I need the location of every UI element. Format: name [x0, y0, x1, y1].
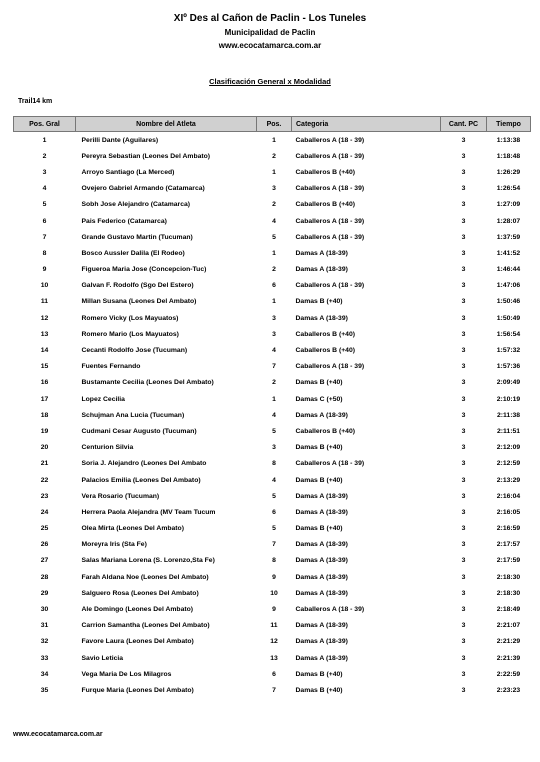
cell-time: 2:17:59: [496, 557, 521, 565]
table-row: [14, 618, 531, 634]
cell-time: 1:37:59: [496, 233, 521, 241]
cell-pos-gral: 18: [40, 411, 49, 419]
cell-category: Damas A (18-39): [295, 589, 348, 597]
cell-pos: 6: [272, 508, 276, 516]
cell-category: Damas A (18-39): [295, 266, 348, 274]
cell-athlete-name: Furque Maria (Leones Del Ambato): [81, 686, 194, 694]
cell-athlete-name: Schujman Ana Lucia (Tucuman): [81, 411, 185, 419]
cell-time: 1:50:46: [496, 298, 521, 306]
cell-pos: 5: [272, 525, 276, 533]
table-row: [14, 407, 531, 423]
cell-pc: 3: [461, 347, 466, 355]
cell-pos: 5: [272, 233, 276, 241]
cell-category: Caballeros B (+40): [295, 201, 355, 209]
cell-pc: 3: [461, 573, 466, 581]
cell-category: Damas B (+40): [295, 686, 343, 694]
cell-time: 1:56:54: [496, 330, 521, 338]
table-row: [14, 181, 531, 197]
cell-pos: 8: [272, 460, 276, 468]
cell-athlete-name: Olea Mirta (Leones Del Ambato): [81, 525, 184, 533]
table-row: [14, 326, 531, 342]
table-row: [14, 375, 531, 391]
event-title: XIº Des al Cañon de Paclin - Los Tuneles: [173, 13, 367, 24]
cell-pos-gral: 25: [40, 525, 49, 533]
cell-pc: 3: [461, 444, 466, 452]
cell-athlete-name: Soria J. Alejandro (Leones Del Ambato: [81, 460, 207, 468]
cell-pos-gral: 13: [40, 330, 49, 338]
organizer: Municipalidad de Paclin: [224, 28, 316, 37]
cell-pos-gral: 4: [42, 185, 47, 193]
cell-pos-gral: 22: [40, 476, 49, 484]
table-row: [14, 488, 531, 504]
table-row: [14, 213, 531, 229]
cell-pc: 3: [461, 249, 466, 257]
cell-category: Damas B (+40): [295, 476, 343, 484]
table-row: [14, 601, 531, 617]
cell-athlete-name: Vera Rosario (Tucuman): [81, 492, 160, 500]
cell-athlete-name: Palacios Emilia (Leones Del Ambato): [81, 476, 201, 484]
table-header-row: [14, 117, 531, 132]
cell-athlete-name: Salguero Rosa (Leones Del Ambato): [81, 589, 199, 597]
cell-pos: 3: [272, 314, 276, 322]
cell-category: Damas A (18-39): [295, 492, 348, 500]
cell-pc: 3: [461, 330, 466, 338]
cell-pc: 3: [461, 622, 466, 630]
cell-pos: 1: [272, 168, 276, 176]
table-row: [14, 650, 531, 666]
cell-pc: 3: [461, 233, 466, 241]
col-header-pos-gral: Pos. Gral: [14, 117, 76, 132]
cell-category: Damas B (+40): [295, 444, 343, 452]
cell-pos: 1: [272, 249, 276, 257]
table-row: [14, 310, 531, 326]
cell-athlete-name: Sobh Jose Alejandro (Catamarca): [81, 201, 191, 209]
cell-category: Damas A (18-39): [295, 573, 348, 581]
cell-pc: 3: [461, 508, 466, 516]
cell-pos-gral: 27: [40, 557, 49, 565]
cell-pos-gral: 32: [40, 638, 49, 646]
cell-athlete-name: Bustamante Cecilia (Leones Del Ambato): [81, 379, 214, 387]
cell-pos-gral: 33: [40, 654, 49, 662]
cell-time: 2:21:39: [496, 654, 521, 662]
cell-category: Caballeros B (+40): [295, 427, 355, 435]
cell-pc: 3: [461, 395, 466, 403]
cell-time: 1:46:44: [496, 266, 521, 274]
table-row: [14, 537, 531, 553]
cell-category: Caballeros A (18 - 39): [295, 606, 365, 614]
cell-pc: 3: [461, 201, 466, 209]
cell-athlete-name: Millan Susana (Leones Del Ambato): [81, 298, 197, 306]
cell-pc: 3: [461, 314, 466, 322]
cell-pc: 3: [461, 589, 466, 597]
cell-pc: 3: [461, 298, 466, 306]
cell-pos: 8: [272, 557, 276, 565]
cell-category: Damas B (+40): [295, 298, 343, 306]
cell-athlete-name: Favore Laura (Leones Del Ambato): [81, 638, 194, 646]
cell-time: 2:18:30: [496, 573, 521, 581]
cell-category: Caballeros A (18 - 39): [295, 136, 365, 144]
cell-category: Caballeros A (18 - 39): [295, 460, 365, 468]
cell-pc: 3: [461, 606, 466, 614]
cell-athlete-name: Pais Federico (Catamarca): [81, 217, 167, 225]
cell-category: Damas A (18-39): [295, 249, 348, 257]
cell-athlete-name: Arroyo Santiago (La Merced): [81, 168, 175, 176]
table-row: [14, 132, 531, 149]
cell-time: 1:41:52: [496, 249, 521, 257]
cell-category: Damas A (18-39): [295, 411, 348, 419]
table-row: [14, 666, 531, 682]
cell-pc: 3: [461, 266, 466, 274]
cell-pc: 3: [461, 460, 466, 468]
cell-pos-gral: 12: [40, 314, 49, 322]
cell-time: 1:57:32: [496, 347, 521, 355]
cell-pos: 3: [272, 330, 276, 338]
page-header: [0, 12, 540, 52]
cell-pos: 12: [270, 638, 278, 646]
table-row: [14, 342, 531, 358]
cell-athlete-name: Grande Gustavo Martin (Tucuman): [81, 233, 193, 241]
cell-athlete-name: Lopez Cecilia: [81, 395, 125, 403]
cell-category: Damas C (+50): [295, 395, 343, 403]
cell-athlete-name: Cudmani Cesar Augusto (Tucuman): [81, 427, 197, 435]
table-row: [14, 472, 531, 488]
cell-pos-gral: 28: [40, 573, 49, 581]
cell-athlete-name: Galvan F. Rodolfo (Sgo Del Estero): [81, 282, 194, 290]
cell-time: 2:18:30: [496, 589, 521, 597]
cell-pos: 6: [272, 282, 276, 290]
cell-time: 2:22:59: [496, 670, 521, 678]
table-row: [14, 197, 531, 213]
col-header-time: Tiempo: [487, 117, 531, 132]
cell-category: Caballeros A (18 - 39): [295, 233, 365, 241]
cell-athlete-name: Savio Leticia: [81, 654, 124, 662]
cell-category: Caballeros A (18 - 39): [295, 152, 365, 160]
cell-pos-gral: 35: [40, 686, 49, 694]
col-header-pc: Cant. PC: [441, 117, 487, 132]
cell-athlete-name: Centurion Silvia: [81, 444, 134, 452]
cell-time: 1:13:38: [496, 136, 521, 144]
cell-pc: 3: [461, 379, 466, 387]
cell-pc: 3: [461, 427, 466, 435]
cell-time: 1:28:07: [496, 217, 521, 225]
cell-pos-gral: 23: [40, 492, 49, 500]
cell-athlete-name: Herrera Paola Alejandra (MV Team Tucum: [81, 508, 216, 516]
cell-time: 2:09:49: [496, 379, 521, 387]
cell-pc: 3: [461, 670, 466, 678]
cell-pos: 5: [272, 492, 276, 500]
table-row: [14, 521, 531, 537]
cell-athlete-name: Salas Mariana Lorena (S. Lorenzo,Sta Fe): [81, 557, 215, 565]
cell-pos-gral: 26: [40, 541, 49, 549]
cell-time: 1:26:29: [496, 168, 521, 176]
cell-pc: 3: [461, 411, 466, 419]
cell-pos: 9: [272, 573, 276, 581]
cell-category: Damas A (18-39): [295, 622, 348, 630]
cell-pc: 3: [461, 492, 466, 500]
cell-pos: 2: [272, 152, 276, 160]
cell-pos: 7: [272, 686, 276, 694]
cell-time: 1:26:54: [496, 185, 521, 193]
cell-time: 1:47:06: [496, 282, 521, 290]
cell-athlete-name: Romero Mario (Los Mayuatos): [81, 330, 179, 338]
cell-time: 2:16:04: [496, 492, 521, 500]
cell-category: Damas B (+40): [295, 525, 343, 533]
cell-pc: 3: [461, 217, 466, 225]
cell-pos-gral: 14: [40, 347, 49, 355]
cell-pc: 3: [461, 557, 466, 565]
cell-category: Damas A (18-39): [295, 557, 348, 565]
col-header-name: Nombre del Atleta: [76, 117, 257, 132]
cell-pos: 1: [272, 136, 276, 144]
cell-pc: 3: [461, 654, 466, 662]
cell-pos-gral: 21: [40, 460, 49, 468]
footer-website[interactable]: www.ecocatamarca.com.ar: [13, 731, 103, 738]
cell-category: Damas B (+40): [295, 379, 343, 387]
cell-time: 2:13:29: [496, 476, 521, 484]
cell-pc: 3: [461, 282, 466, 290]
cell-category: Caballeros A (18 - 39): [295, 282, 365, 290]
cell-pc: 3: [461, 638, 466, 646]
cell-pc: 3: [461, 152, 466, 160]
cell-pos-gral: 24: [40, 508, 49, 516]
table-row: [14, 148, 531, 164]
cell-pos: 3: [272, 185, 276, 193]
table-row: [14, 569, 531, 585]
cell-time: 2:17:57: [496, 541, 521, 549]
cell-pos-gral: 15: [40, 363, 49, 371]
table-row: [14, 245, 531, 261]
cell-pos-gral: 19: [40, 427, 49, 435]
cell-athlete-name: Fuentes Fernando: [81, 363, 141, 371]
cell-pc: 3: [461, 541, 466, 549]
table-row: [14, 294, 531, 310]
cell-time: 2:11:51: [496, 427, 521, 435]
cell-time: 2:12:59: [496, 460, 521, 468]
cell-pos-gral: 6: [42, 217, 47, 225]
cell-time: 1:50:49: [496, 314, 521, 322]
table-row: [14, 634, 531, 650]
table-row: [14, 359, 531, 375]
cell-athlete-name: Romero Vicky (Los Mayuatos): [81, 314, 179, 322]
col-header-category: Categoria: [292, 117, 441, 132]
cell-time: 1:57:36: [496, 363, 521, 371]
cell-pos: 5: [272, 427, 276, 435]
cell-athlete-name: Cecanti Rodolfo Jose (Tucuman): [81, 347, 188, 355]
cell-pc: 3: [461, 525, 466, 533]
table-row: [14, 278, 531, 294]
cell-pos-gral: 7: [42, 233, 47, 241]
cell-pos: 4: [272, 217, 276, 225]
cell-pc: 3: [461, 136, 466, 144]
cell-pos: 9: [272, 606, 276, 614]
cell-pos-gral: 1: [42, 136, 47, 144]
cell-pc: 3: [461, 363, 466, 371]
table-row: [14, 440, 531, 456]
cell-pos-gral: 9: [42, 266, 47, 274]
cell-pos-gral: 31: [40, 622, 49, 630]
table-row: [14, 682, 531, 698]
table-row: [14, 456, 531, 472]
table-row: [14, 164, 531, 180]
cell-time: 2:21:07: [496, 622, 521, 630]
cell-athlete-name: Bosco Aussler Dalila (El Rodeo): [81, 249, 185, 257]
cell-category: Caballeros B (+40): [295, 168, 355, 176]
cell-athlete-name: Carrion Samantha (Leones Del Ambato): [81, 622, 210, 630]
cell-category: Damas B (+40): [295, 670, 343, 678]
table-row: [14, 391, 531, 407]
cell-pos: 3: [272, 444, 276, 452]
cell-pos: 2: [272, 201, 276, 209]
cell-athlete-name: Moreyra Iris (Sta Fe): [81, 541, 147, 549]
cell-pos: 10: [270, 589, 278, 597]
cell-time: 1:27:09: [496, 201, 521, 209]
website-link[interactable]: www.ecocatamarca.com.ar: [218, 41, 322, 50]
cell-category: Damas A (18-39): [295, 541, 348, 549]
cell-category: Damas A (18-39): [295, 654, 348, 662]
cell-pos-gral: 3: [42, 168, 47, 176]
cell-pos-gral: 2: [42, 152, 47, 160]
cell-athlete-name: Vega Maria De Los Milagros: [81, 670, 172, 678]
table-row: [14, 262, 531, 278]
cell-time: 2:10:19: [496, 395, 521, 403]
cell-pos-gral: 5: [42, 201, 47, 209]
cell-pos: 4: [272, 476, 276, 484]
cell-pc: 3: [461, 686, 466, 694]
cell-athlete-name: Ovejero Gabriel Armando (Catamarca): [81, 185, 205, 193]
table-row: [14, 423, 531, 439]
cell-category: Caballeros A (18 - 39): [295, 217, 365, 225]
cell-category: Damas A (18-39): [295, 314, 348, 322]
cell-category: Damas A (18-39): [295, 638, 348, 646]
cell-pos: 4: [272, 347, 276, 355]
section-title: Clasificación General x Modalidad: [209, 77, 331, 86]
cell-pos: 2: [272, 379, 276, 387]
cell-pos-gral: 29: [40, 589, 49, 597]
cell-pos: 7: [272, 541, 276, 549]
cell-pc: 3: [461, 168, 466, 176]
cell-athlete-name: Pereyra Sebastian (Leones Del Ambato): [81, 152, 211, 160]
cell-pos: 4: [272, 411, 276, 419]
cell-pos-gral: 17: [40, 395, 49, 403]
cell-category: Caballeros B (+40): [295, 347, 355, 355]
table-row: [14, 229, 531, 245]
cell-time: 2:11:38: [496, 411, 521, 419]
cell-pos: 6: [272, 670, 276, 678]
results-table: [13, 116, 531, 699]
cell-category: Caballeros B (+40): [295, 330, 355, 338]
cell-pc: 3: [461, 476, 466, 484]
cell-pos-gral: 16: [40, 379, 49, 387]
cell-pos-gral: 30: [40, 606, 49, 614]
cell-category: Caballeros A (18 - 39): [295, 185, 365, 193]
cell-pos-gral: 8: [42, 249, 47, 257]
col-header-pos: Pos.: [257, 117, 292, 132]
cell-pos: 13: [270, 654, 278, 662]
cell-time: 2:16:59: [496, 525, 521, 533]
cell-athlete-name: Figueroa Maria Jose (Concepcion-Tuc): [81, 266, 207, 274]
cell-athlete-name: Ale Domingo (Leones Del Ambato): [81, 606, 194, 614]
cell-time: 2:18:49: [496, 606, 521, 614]
cell-pc: 3: [461, 185, 466, 193]
cell-pos-gral: 34: [40, 670, 49, 678]
table-row: [14, 504, 531, 520]
cell-time: 2:12:09: [496, 444, 521, 452]
cell-pos-gral: 11: [40, 298, 49, 306]
cell-pos: 1: [272, 395, 276, 403]
cell-athlete-name: Perilli Dante (Aguilares): [81, 136, 159, 144]
cell-time: 1:18:48: [496, 152, 521, 160]
cell-pos: 1: [272, 298, 276, 306]
cell-pos: 7: [272, 363, 276, 371]
cell-category: Damas A (18-39): [295, 508, 348, 516]
cell-time: 2:23:23: [496, 686, 521, 694]
cell-time: 2:16:05: [496, 508, 521, 516]
cell-pos-gral: 20: [40, 444, 49, 452]
category-label: Trail14 km: [18, 98, 53, 105]
cell-pos: 2: [272, 266, 276, 274]
cell-pos: 11: [270, 622, 278, 630]
cell-category: Caballeros A (18 - 39): [295, 363, 365, 371]
cell-athlete-name: Farah Aldana Noe (Leones Del Ambato): [81, 573, 209, 581]
cell-time: 2:21:29: [496, 638, 521, 646]
table-row: [14, 585, 531, 601]
table-row: [14, 553, 531, 569]
cell-pos-gral: 10: [40, 282, 49, 290]
